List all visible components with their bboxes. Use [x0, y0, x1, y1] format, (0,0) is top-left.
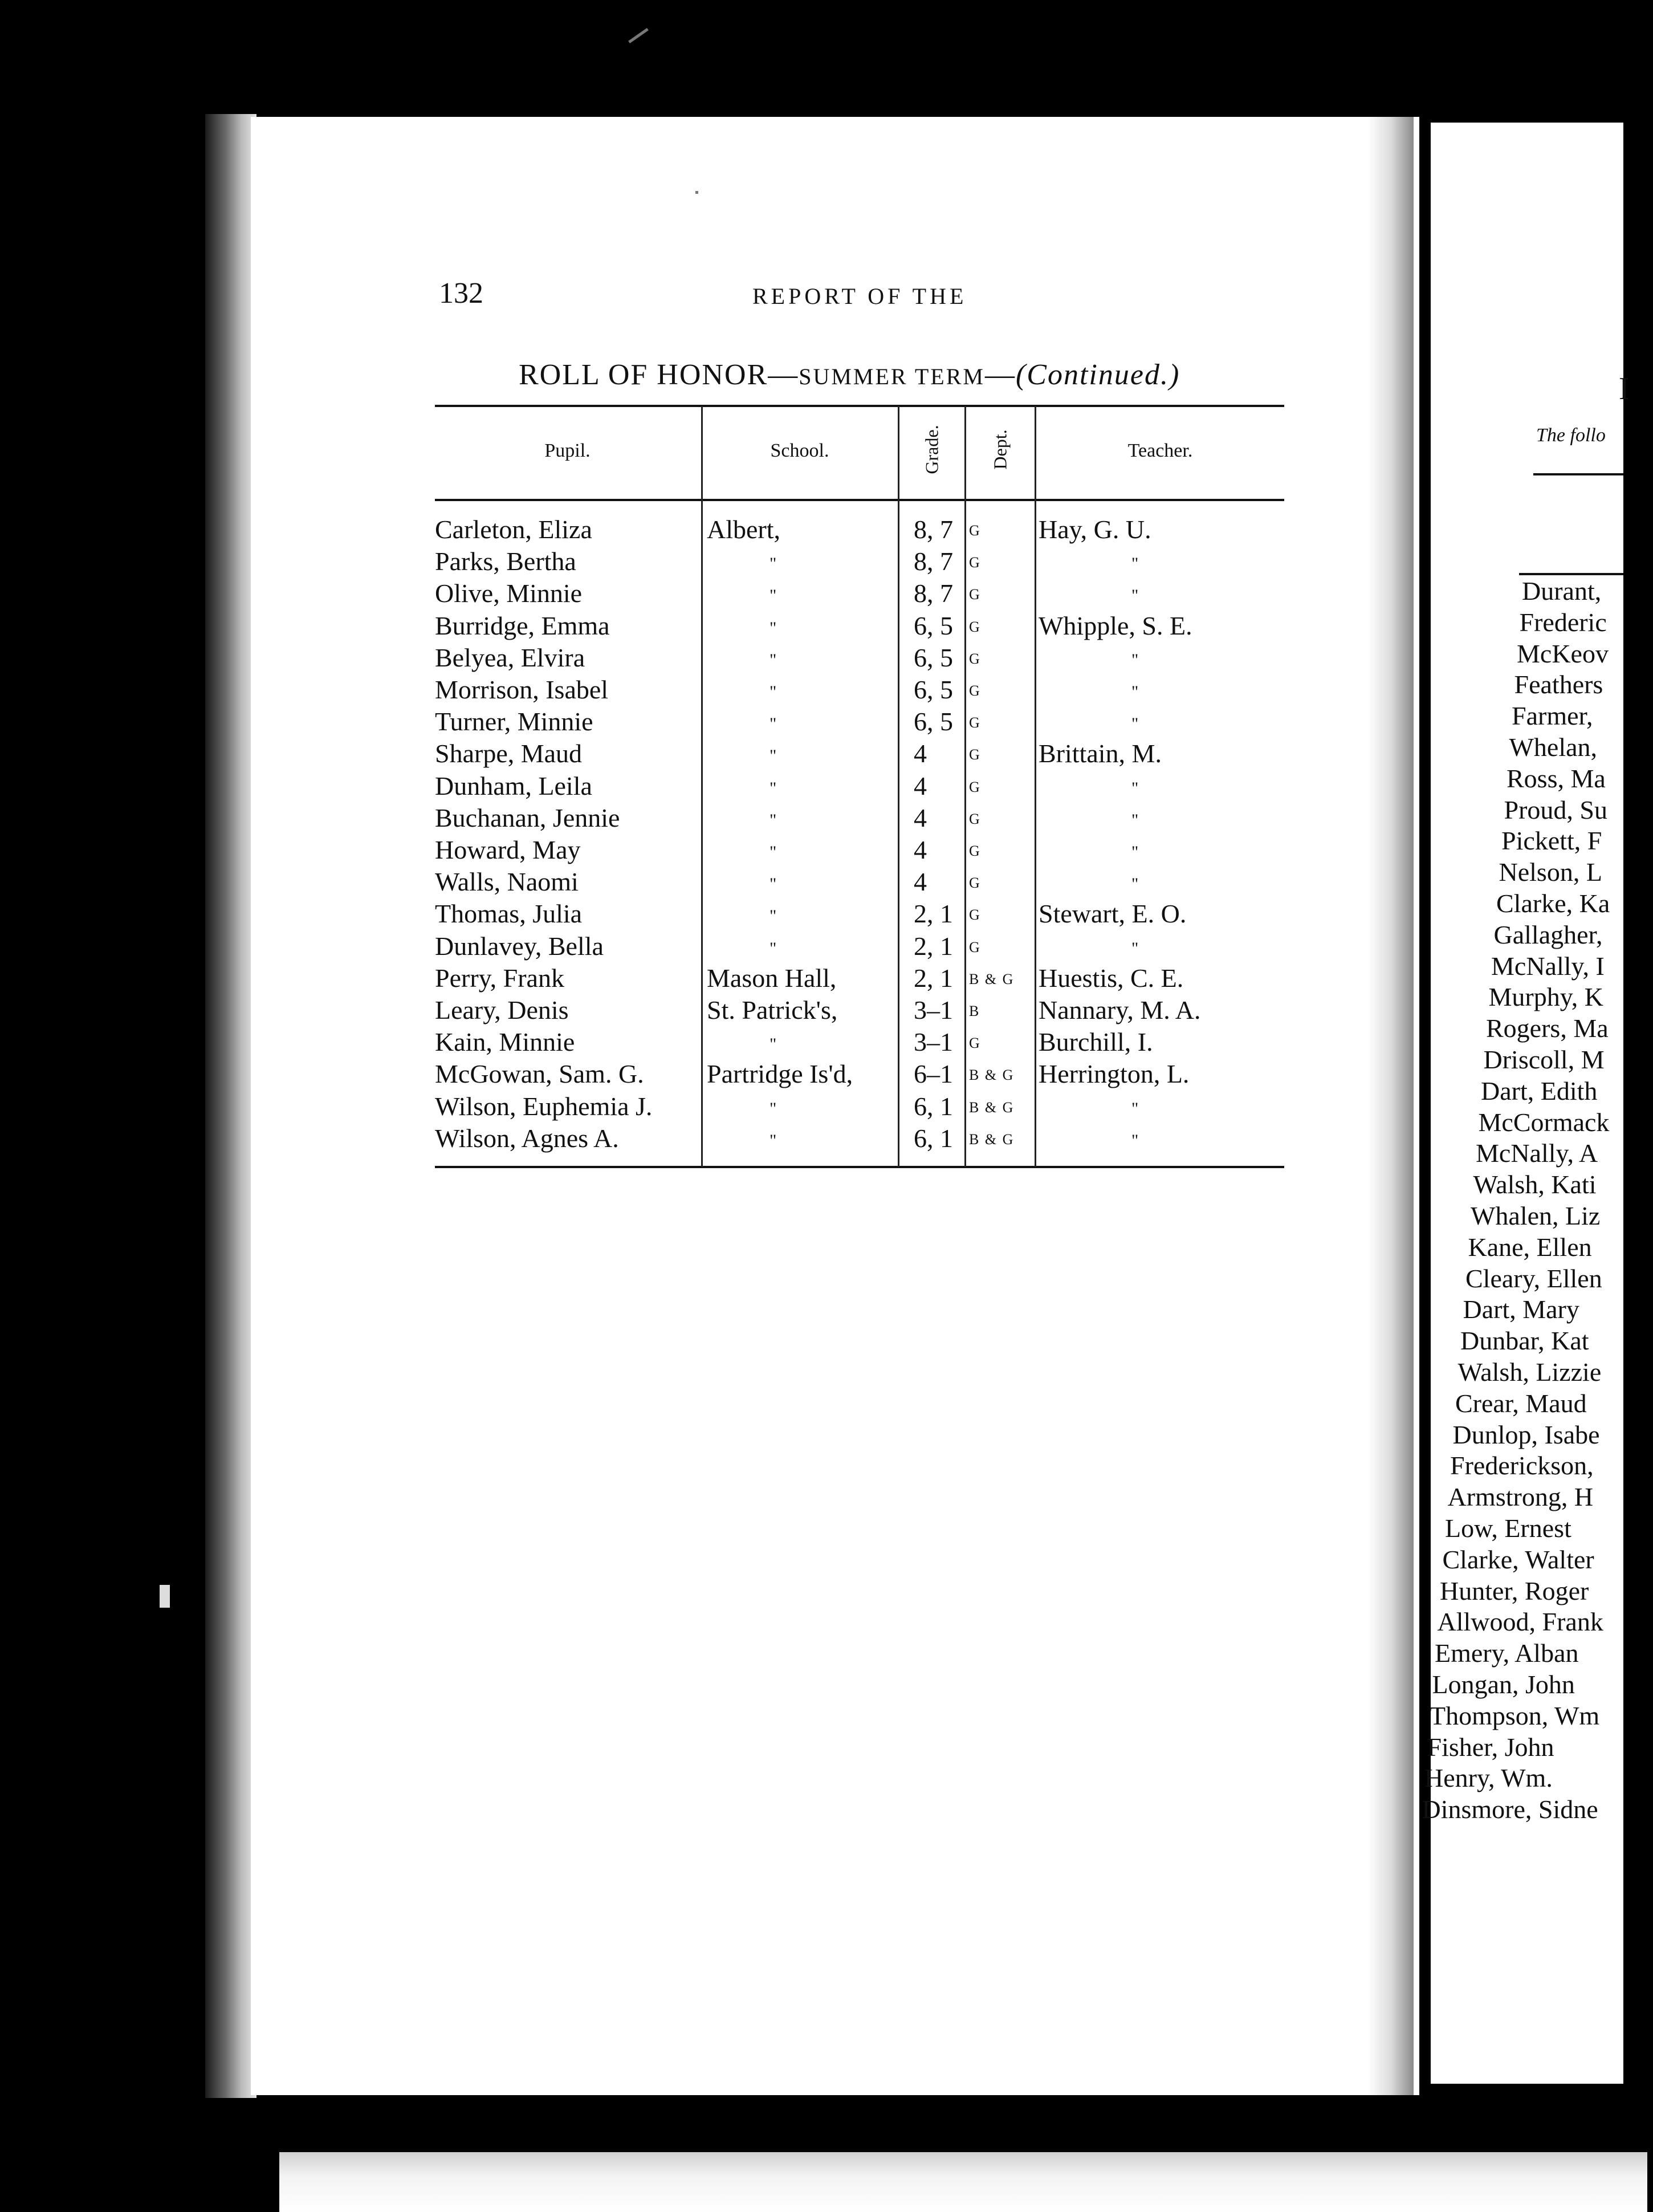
- title-dash: —: [984, 359, 1016, 391]
- dept-value: B: [969, 1003, 980, 1019]
- table-header-rule: [435, 499, 1284, 501]
- dept-value: G: [969, 682, 981, 699]
- teacher-name: Hay, G. U.: [1039, 515, 1151, 544]
- school-name: ": [769, 650, 777, 669]
- grade-value: 2, 1: [914, 899, 953, 929]
- right-page-name: Walsh, Lizzie: [1457, 1357, 1602, 1386]
- column-header-dept: Dept.: [990, 429, 1011, 470]
- grade-value: 4: [914, 835, 927, 864]
- school-name: ": [769, 618, 777, 637]
- right-page-name: McCormack: [1478, 1107, 1610, 1137]
- pupil-name: Belyea, Elvira: [435, 643, 585, 672]
- right-page-name: Hunter, Roger: [1440, 1576, 1589, 1605]
- grade-value: 4: [914, 867, 927, 897]
- dept-value: B & G: [969, 1067, 1015, 1084]
- right-page-name: Thompson, Wm: [1430, 1701, 1600, 1730]
- right-page-name: Henry, Wm.: [1424, 1763, 1553, 1793]
- column-divider: [1035, 406, 1036, 1167]
- column-header-teacher: Teacher.: [1127, 440, 1193, 461]
- right-page-name: Driscoll, M: [1483, 1045, 1605, 1074]
- right-page-name: Longan, John: [1432, 1670, 1575, 1699]
- grade-value: 2, 1: [914, 963, 953, 993]
- right-page-name: Emery, Alban: [1435, 1638, 1579, 1668]
- title-main: ROLL OF HONOR—: [519, 359, 799, 391]
- pupil-name: Wilson, Euphemia J.: [435, 1091, 653, 1121]
- right-page-rule: [1519, 573, 1623, 575]
- school-name: ": [769, 1099, 777, 1118]
- teacher-name: ": [1131, 586, 1139, 605]
- teacher-name: Huestis, C. E.: [1039, 963, 1184, 993]
- dept-value: G: [969, 906, 981, 924]
- table-bottom-rule: [435, 1166, 1284, 1168]
- school-name: ": [769, 746, 777, 766]
- right-page-name: McNally, A: [1476, 1138, 1598, 1168]
- right-page-name: Dunlop, Isabe: [1452, 1420, 1600, 1449]
- pupil-name: Parks, Bertha: [435, 547, 576, 576]
- school-name: Mason Hall,: [707, 963, 837, 993]
- column-divider: [964, 406, 966, 1167]
- grade-value: 8, 7: [914, 547, 953, 576]
- pupil-name: Leary, Denis: [435, 995, 569, 1024]
- right-page-name: Durant,: [1522, 576, 1602, 605]
- left-page: [251, 117, 1419, 2095]
- school-name: St. Patrick's,: [707, 995, 838, 1024]
- pupil-name: Turner, Minnie: [435, 707, 593, 737]
- right-page-name: Feathers: [1514, 670, 1603, 700]
- pupil-name: Carleton, Eliza: [435, 515, 592, 544]
- school-name: ": [769, 810, 777, 830]
- teacher-name: ": [1131, 843, 1139, 861]
- right-page-name: Dunbar, Kat: [1460, 1326, 1589, 1356]
- grade-value: 4: [914, 771, 927, 800]
- grade-value: 2, 1: [914, 931, 953, 961]
- pupil-name: McGowan, Sam. G.: [435, 1059, 644, 1089]
- book-gutter: [1368, 117, 1414, 2095]
- right-page-name: Crear, Maud: [1455, 1388, 1587, 1418]
- school-name: ": [769, 875, 777, 894]
- right-page-name: Dart, Mary: [1463, 1295, 1579, 1324]
- pupil-name: Perry, Frank: [435, 963, 564, 993]
- title-term: SUMMER TERM: [799, 364, 985, 389]
- teacher-name: ": [1131, 682, 1139, 701]
- right-page-name: Dart, Edith: [1481, 1076, 1598, 1105]
- right-page-name: Pickett, F: [1501, 826, 1602, 856]
- teacher-name: ": [1131, 810, 1139, 830]
- school-name: Partridge Is'd,: [707, 1059, 853, 1089]
- right-page-name: Walsh, Kati: [1473, 1170, 1597, 1199]
- right-page-name: Whelan,: [1509, 733, 1598, 762]
- column-divider: [898, 406, 899, 1167]
- scan-speck: [628, 28, 649, 43]
- grade-value: 6–1: [914, 1059, 953, 1089]
- right-page-name: Nelson, L: [1499, 857, 1602, 887]
- grade-value: 6, 5: [914, 707, 953, 737]
- grade-value: 3–1: [914, 1027, 953, 1057]
- teacher-name: Brittain, M.: [1039, 739, 1162, 768]
- grade-value: 6, 1: [914, 1123, 953, 1153]
- running-head: REPORT OF THE: [752, 283, 967, 309]
- dept-value: B & G: [969, 1131, 1015, 1148]
- teacher-name: Burchill, I.: [1039, 1027, 1153, 1057]
- school-name: ": [769, 1131, 777, 1150]
- dept-value: G: [969, 522, 981, 539]
- dept-value: B & G: [969, 1099, 1015, 1116]
- teacher-name: Herrington, L.: [1039, 1059, 1190, 1089]
- dept-value: G: [969, 810, 981, 827]
- right-page-name: Gallagher,: [1493, 920, 1603, 949]
- teacher-name: ": [1131, 554, 1139, 574]
- teacher-name: Whipple, S. E.: [1039, 611, 1192, 640]
- table-top-rule: [435, 405, 1284, 407]
- dept-value: G: [969, 1035, 981, 1052]
- right-page-name: Farmer,: [1512, 701, 1593, 731]
- pupil-name: Buchanan, Jennie: [435, 803, 620, 832]
- right-page-name: Murphy, K: [1488, 982, 1603, 1012]
- teacher-name: Stewart, E. O.: [1039, 899, 1187, 929]
- dept-value: B & G: [969, 970, 1015, 987]
- teacher-name: ": [1131, 938, 1139, 958]
- dept-value: G: [969, 778, 981, 795]
- pupil-name: Morrison, Isabel: [435, 675, 609, 704]
- dept-value: G: [969, 746, 981, 763]
- right-page-name: Proud, Su: [1504, 795, 1607, 824]
- dept-value: G: [969, 714, 981, 731]
- right-page-name: Kane, Ellen: [1468, 1232, 1592, 1262]
- teacher-name: ": [1131, 778, 1139, 798]
- school-name: ": [769, 714, 777, 734]
- right-page-name: Frederic: [1519, 607, 1607, 637]
- school-name: ": [769, 843, 777, 861]
- pupil-name: Sharpe, Maud: [435, 739, 583, 768]
- right-page-name: Armstrong, H: [1447, 1482, 1594, 1512]
- school-name: ": [769, 586, 777, 605]
- teacher-name: Nannary, M. A.: [1039, 995, 1201, 1024]
- right-page-subhead-fragment: The follo: [1536, 425, 1606, 446]
- grade-value: 6, 1: [914, 1091, 953, 1121]
- page-number: 132: [439, 277, 483, 310]
- scan-speck: [695, 191, 698, 194]
- grade-value: 3–1: [914, 995, 953, 1024]
- pupil-name: Olive, Minnie: [435, 579, 583, 608]
- right-page-name: Clarke, Walter: [1442, 1544, 1594, 1574]
- grade-value: 8, 7: [914, 515, 953, 544]
- dept-value: G: [969, 843, 981, 859]
- pupil-name: Thomas, Julia: [435, 899, 583, 929]
- pupil-name: Burridge, Emma: [435, 611, 610, 640]
- grade-value: 6, 5: [914, 643, 953, 672]
- right-page-name: Rogers, Ma: [1486, 1014, 1609, 1043]
- right-page-name: Allwood, Frank: [1437, 1607, 1603, 1637]
- grade-value: 4: [914, 803, 927, 832]
- school-name: ": [769, 1035, 777, 1054]
- teacher-name: ": [1131, 1099, 1139, 1118]
- school-name: ": [769, 778, 777, 798]
- teacher-name: ": [1131, 714, 1139, 734]
- school-name: Albert,: [707, 515, 781, 544]
- dept-value: G: [969, 875, 981, 892]
- pupil-name: Dunlavey, Bella: [435, 931, 604, 961]
- grade-value: 4: [914, 739, 927, 768]
- title-continued: (Continued.): [1015, 359, 1180, 391]
- right-page-name: Frederickson,: [1450, 1451, 1594, 1481]
- table-title: [519, 358, 1180, 392]
- dept-value: G: [969, 618, 981, 635]
- right-page-name: Fisher, John: [1427, 1732, 1554, 1762]
- school-name: ": [769, 682, 777, 701]
- pupil-name: Kain, Minnie: [435, 1027, 575, 1057]
- right-page-name: Ross, Ma: [1507, 763, 1606, 793]
- book-page-edge: [205, 114, 256, 2098]
- right-page-name: McNally, I: [1491, 951, 1605, 981]
- teacher-name: ": [1131, 875, 1139, 894]
- right-page-name: Low, Ernest: [1445, 1514, 1571, 1543]
- pupil-name: Dunham, Leila: [435, 771, 592, 800]
- right-page-rule: [1533, 473, 1623, 475]
- grade-value: 6, 5: [914, 611, 953, 640]
- column-divider: [701, 406, 703, 1167]
- school-name: ": [769, 938, 777, 958]
- school-name: ": [769, 554, 777, 574]
- pupil-name: Walls, Naomi: [435, 867, 579, 897]
- right-page-name: McKeov: [1517, 639, 1609, 668]
- scan-speck: [160, 1585, 170, 1608]
- dept-value: G: [969, 554, 981, 571]
- grade-value: 6, 5: [914, 675, 953, 704]
- school-name: ": [769, 906, 777, 926]
- column-header-school: School.: [770, 440, 829, 461]
- right-page-header-fragment: I: [1619, 371, 1630, 406]
- right-page-name: Cleary, Ellen: [1465, 1263, 1602, 1293]
- dept-value: G: [969, 938, 981, 955]
- dept-value: G: [969, 586, 981, 603]
- pupil-name: Howard, May: [435, 835, 581, 864]
- pupil-name: Wilson, Agnes A.: [435, 1123, 619, 1153]
- right-page-name: Whalen, Liz: [1471, 1201, 1601, 1230]
- teacher-name: ": [1131, 650, 1139, 669]
- column-header-grade: Grade.: [921, 425, 942, 474]
- right-page-name: Clarke, Ka: [1496, 889, 1610, 918]
- right-page-name: Dinsmore, Sidne: [1422, 1795, 1598, 1824]
- dept-value: G: [969, 650, 981, 667]
- grade-value: 8, 7: [914, 579, 953, 608]
- bottom-page-edge: [279, 2152, 1647, 2212]
- teacher-name: ": [1131, 1131, 1139, 1150]
- column-header-pupil: Pupil.: [544, 440, 591, 461]
